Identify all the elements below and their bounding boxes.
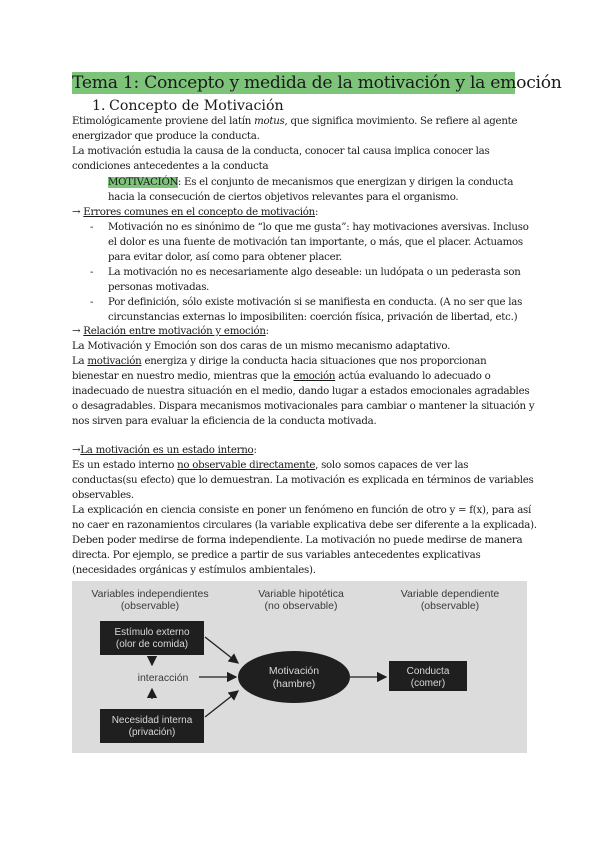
underlined-term: motivación xyxy=(87,356,142,367)
errors-heading-text: Errores comunes en el concepto de motivación xyxy=(83,207,315,218)
ellipse-line2: (hambre) xyxy=(272,678,316,690)
intro-line-4: condiciones antecedentes a la conducta xyxy=(72,161,269,172)
col1-header-line1: Variables independientes xyxy=(91,588,209,600)
relation-line-4: inadecuado de nuestra situación en el medio, dando lugar a estados emocionales agradables xyxy=(72,386,530,397)
latin-term: motus xyxy=(254,116,285,127)
intro-line-2: energizador que produce la conducta. xyxy=(72,131,260,142)
relation-line-1: La Motivación y Emoción son dos caras de un mismo mecanismo adaptativo. xyxy=(72,341,451,352)
error-item-2-line-2: personas motivadas. xyxy=(108,282,210,293)
section-heading xyxy=(92,97,284,115)
relation-text: La xyxy=(72,356,88,367)
bullet-dash: - xyxy=(90,222,94,233)
motivation-diagram xyxy=(72,581,527,753)
ellipse-line1: Motivación xyxy=(268,665,320,677)
intro-line-3: La motivación estudia la causa de la conducta, conocer tal causa implica conocer las xyxy=(72,146,490,157)
box2-line2: (privación) xyxy=(128,727,176,738)
heading-colon: : xyxy=(315,207,319,218)
relation-text: actúa evaluando lo adecuado o xyxy=(335,371,491,382)
definition-line-1 xyxy=(108,176,513,190)
heading-colon: : xyxy=(253,445,257,456)
arrow-icon: → xyxy=(72,207,81,218)
definition-line-2: hacia la consecución de ciertos objetivos relevantes para el organismo. xyxy=(108,192,459,203)
internal-line-1 xyxy=(72,459,468,473)
relation-text: bienestar en nuestro medio, mientras que la xyxy=(72,371,294,382)
intro-text: Etimológicamente proviene del latín xyxy=(72,116,255,127)
page-title: Tema 1: Concepto y medida de la motivación y la emoción xyxy=(72,73,562,93)
col1-header-line2: (observable) xyxy=(120,600,180,612)
error-item-1-line-2: el dolor es una fuente de motivación tan importante, o más, que el placer. Actuamos xyxy=(108,237,523,248)
relation-line-3 xyxy=(72,370,491,384)
underlined-term: no observable directamente xyxy=(177,460,316,471)
interaction-label: interacción xyxy=(137,672,189,684)
definition-text: : Es el conjunto de mecanismos que energizan y dirigen la conducta xyxy=(177,177,514,188)
internal-line-4: La explicación en ciencia consiste en poner un fenómeno en función de otro y = f(x), para así xyxy=(72,505,532,516)
internal-line-6: Deben poder medirse de forma independiente. La motivación no puede medirse de manera xyxy=(72,535,523,546)
error-item-3-line-1: Por definición, sólo existe motivación si se manifiesta en conducta. (A no ser que las xyxy=(108,297,523,308)
bullet-dash: - xyxy=(90,267,94,278)
arrow-icon: → xyxy=(72,445,81,456)
relation-line-2 xyxy=(72,355,486,369)
box3-line2: (comer) xyxy=(410,678,446,689)
internal-line-5: no caer en razonamientos circulares (la variable explicativa debe ser diferente a la explicada). xyxy=(72,520,537,531)
error-item-1-line-3: para evitar dolor, así como para obtener placer. xyxy=(108,252,342,263)
box2-line1: Necesidad interna xyxy=(111,715,193,726)
col2-header-line2: (no observable) xyxy=(264,600,338,612)
relation-line-5: o desagradables. Dispara mecanismos motivacionales para cambiar o mantener la situación y xyxy=(72,401,535,412)
highlighted-term: MOTIVACIÓN xyxy=(108,177,178,188)
motivation-ellipse xyxy=(238,651,350,703)
error-item-3-line-2: circunstancias externas lo imposibiliten: coerción física, privación de libertad, etc.) xyxy=(108,312,518,323)
col3-header-line1: Variable dependiente xyxy=(400,588,500,600)
col3-header-line2: (observable) xyxy=(420,600,480,612)
relation-text: energiza y dirige la conducta hacia situaciones que nos proporcionan xyxy=(141,356,487,367)
internal-text: Es un estado interno xyxy=(72,460,178,471)
internal-text: , solo somos capaces de ver las xyxy=(315,460,469,471)
heading-colon: : xyxy=(265,326,269,337)
box3-line1: Conducta xyxy=(406,666,450,677)
internal-heading-text: La motivación es un estado interno xyxy=(80,445,254,456)
arrow-icon: → xyxy=(72,326,81,337)
box1-line2: (olor de comida) xyxy=(115,639,189,650)
section-label: Concepto de Motivación xyxy=(109,98,284,114)
error-item-1-line-1: Motivación no es sinónimo de “lo que me gusta”: hay motivaciones aversivas. Incluso xyxy=(108,222,529,233)
section-number: 1. xyxy=(92,98,106,114)
relation-line-6: nos sirven para evaluar la eficiencia de la conducta motivada. xyxy=(72,416,377,427)
intro-line-1 xyxy=(72,115,517,129)
error-item-2-line-1: La motivación no es necesariamente algo deseable: un ludópata o un pederasta son xyxy=(108,267,521,278)
underlined-term: emoción xyxy=(293,371,336,382)
internal-line-3: observables. xyxy=(72,490,134,501)
internal-line-2: conductas(su efecto) que lo demuestran. La motivación es explicada en términos de variables xyxy=(72,475,534,486)
col2-header-line1: Variable hipotética xyxy=(258,588,344,600)
internal-line-8: (necesidades orgánicas y estímulos ambientales). xyxy=(72,565,316,576)
bullet-dash: - xyxy=(90,297,94,308)
errors-heading xyxy=(72,206,318,220)
internal-line-7: directa. Por ejemplo, se predice a partir de sus variables antecedentes explicativas xyxy=(72,550,481,561)
box1-line1: Estímulo externo xyxy=(114,627,190,638)
relation-heading-text: Relación entre motivación y emoción xyxy=(83,326,266,337)
relation-heading xyxy=(72,325,269,339)
internal-heading xyxy=(72,444,257,458)
intro-text: , que significa movimiento. Se refiere al agente xyxy=(284,116,518,127)
